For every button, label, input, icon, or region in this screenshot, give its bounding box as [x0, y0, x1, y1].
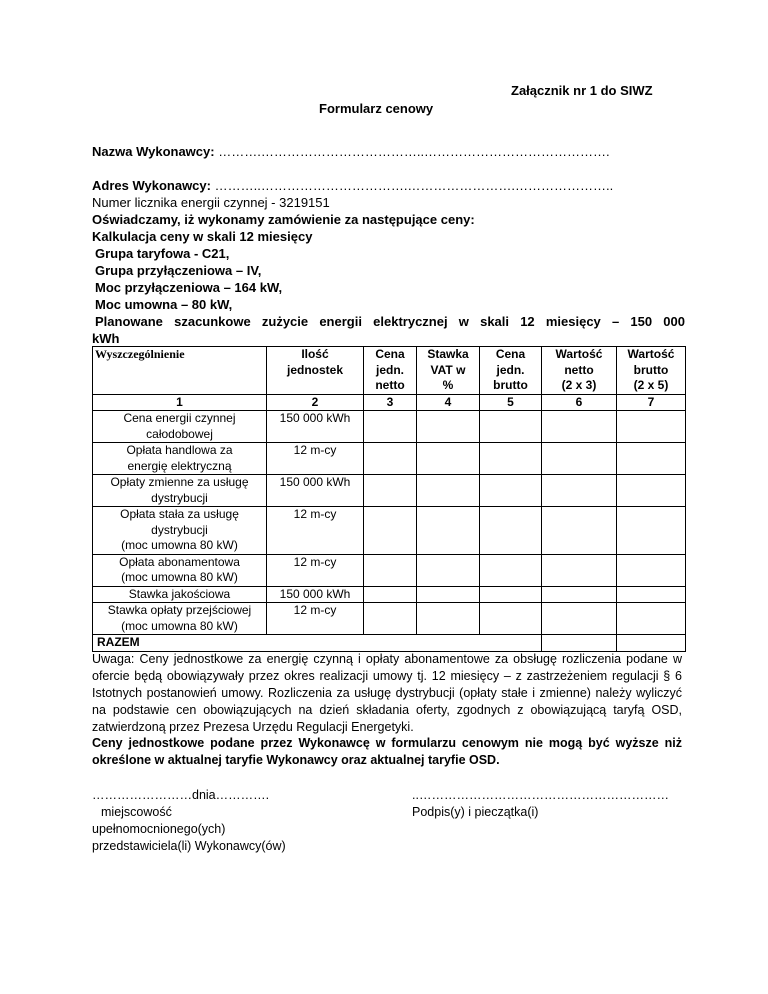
table-row: [93, 443, 686, 475]
table-row: [93, 586, 686, 603]
declaration: Oświadczamy, iż wykonamy zamówienie za następujące ceny:: [92, 212, 475, 227]
cell-vat[interactable]: [417, 411, 480, 443]
meter-number: Numer licznika energii czynnej - 3219151: [92, 195, 330, 210]
total-label: RAZEM: [93, 635, 542, 652]
row-name: Opłata abonamentowa (moc umowna 80 kW): [93, 554, 267, 586]
calculation-heading: Kalkulacja ceny w skali 12 miesięcy: [92, 229, 313, 244]
header-quantity: Ilość jednostek: [267, 347, 364, 395]
authorized-label-2: przedstawiciela(li) Wykonawcy(ów): [92, 839, 286, 853]
contractor-name-field[interactable]: ……….………………………………..…………………………………….: [218, 144, 610, 159]
header-gross-value: Wartość brutto (2 x 5): [617, 347, 686, 395]
table-row: [93, 411, 686, 443]
cell-gross-value[interactable]: [617, 554, 686, 586]
cell-unit-net[interactable]: [364, 507, 417, 555]
planned-usage-line2: kWh: [92, 331, 120, 346]
planned-usage-line1: Planowane szacunkowe zużycie energii elektrycznej w skali 12 miesięcy – 150 000: [95, 314, 685, 329]
contractor-name-label: Nazwa Wykonawcy:: [92, 144, 215, 159]
row-quantity: 12 m-cy: [267, 507, 364, 555]
col-number: 7: [617, 394, 686, 411]
cell-unit-net[interactable]: [364, 411, 417, 443]
authorized-label-1: upełnomocnionego(ych): [92, 822, 226, 836]
cell-total-gross[interactable]: [617, 635, 686, 652]
cell-net-value[interactable]: [542, 507, 617, 555]
col-number: 5: [480, 394, 542, 411]
row-quantity: 150 000 kWh: [267, 586, 364, 603]
header-specification: Wyszczególnienie: [93, 347, 267, 395]
cell-unit-gross[interactable]: [480, 554, 542, 586]
cell-vat[interactable]: [417, 507, 480, 555]
row-quantity: 12 m-cy: [267, 554, 364, 586]
header-unit-net-price: Cena jedn. netto: [364, 347, 417, 395]
cell-unit-gross[interactable]: [480, 443, 542, 475]
cell-net-value[interactable]: [542, 603, 617, 635]
cell-vat[interactable]: [417, 586, 480, 603]
signature-field[interactable]: ..……………………………………………………: [412, 788, 669, 802]
row-name: Stawka jakościowa: [93, 586, 267, 603]
cell-unit-net[interactable]: [364, 443, 417, 475]
price-table: [92, 346, 686, 652]
row-quantity: 150 000 kWh: [267, 411, 364, 443]
table-row: [93, 475, 686, 507]
table-row: [93, 507, 686, 555]
contract-power: Moc umowna – 80 kW,: [95, 297, 233, 312]
table-total-row: [93, 635, 686, 652]
cell-total-net[interactable]: [542, 635, 617, 652]
row-name: Stawka opłaty przejściowej (moc umowna 80 kW): [93, 603, 267, 635]
cell-vat[interactable]: [417, 443, 480, 475]
col-number: 2: [267, 394, 364, 411]
col-number: 6: [542, 394, 617, 411]
attachment-label: Załącznik nr 1 do SIWZ: [511, 83, 653, 98]
cell-unit-net[interactable]: [364, 603, 417, 635]
contractor-name-line: [92, 143, 610, 160]
cell-unit-net[interactable]: [364, 586, 417, 603]
header-vat-rate: Stawka VAT w %: [417, 347, 480, 395]
note-paragraph: Uwaga: Ceny jednostkowe za energię czynną i opłaty abonamentowe za obsługę rozliczenia podane w ofercie będą obowiązywały przez okres realizacji umowy tj. 12 miesięcy – z zastrzeżeniem regulacji § 6 Istotnych postanowień umowy. Rozliczenia za usługę dystrybucji (opłaty stałe i zmienne) należy wyliczyć na podstawie cen obowiązujących na dzień składania oferty, zgodnych z obowiązującą taryfą OSD, zatwierdzoną przez Prezesa Urzędu Regulacji Energetyki.: [92, 652, 682, 734]
col-number: 1: [93, 394, 267, 411]
cell-unit-gross[interactable]: [480, 475, 542, 507]
cell-unit-net[interactable]: [364, 554, 417, 586]
cell-unit-gross[interactable]: [480, 507, 542, 555]
table-header-row: [93, 347, 686, 395]
row-quantity: 150 000 kWh: [267, 475, 364, 507]
contractor-address-field[interactable]: ………..…………………………….…………………….…………………..: [214, 178, 614, 193]
place-label: miejscowość: [101, 805, 172, 819]
cell-unit-gross[interactable]: [480, 411, 542, 443]
cell-unit-gross[interactable]: [480, 586, 542, 603]
bold-note-paragraph: Ceny jednostkowe podane przez Wykonawcę w formularzu cenowym nie mogą być wyższe niż określone w aktualnej taryfie Wykonawcy oraz aktualnej taryfie OSD.: [92, 736, 682, 767]
cell-vat[interactable]: [417, 475, 480, 507]
row-name: Cena energii czynnej całodobowej: [93, 411, 267, 443]
connection-group: Grupa przyłączeniowa – IV,: [95, 263, 262, 278]
table-row: [93, 554, 686, 586]
row-name: Opłata stała za usługę dystrybucji (moc umowna 80 kW): [93, 507, 267, 555]
cell-gross-value[interactable]: [617, 586, 686, 603]
row-name: Opłata handlowa za energię elektryczną: [93, 443, 267, 475]
form-title: Formularz cenowy: [319, 101, 434, 116]
row-name: Opłaty zmienne za usługę dystrybucji: [93, 475, 267, 507]
cell-net-value[interactable]: [542, 443, 617, 475]
cell-gross-value[interactable]: [617, 507, 686, 555]
header-net-value: Wartość netto (2 x 3): [542, 347, 617, 395]
contractor-address-line: [92, 177, 613, 194]
row-quantity: 12 m-cy: [267, 443, 364, 475]
col-number: 4: [417, 394, 480, 411]
cell-net-value[interactable]: [542, 475, 617, 507]
contractor-address-label: Adres Wykonawcy:: [92, 178, 211, 193]
cell-vat[interactable]: [417, 603, 480, 635]
header-unit-gross-price: Cena jedn. brutto: [480, 347, 542, 395]
place-date-field[interactable]: ……………………dnia………….: [92, 788, 270, 802]
cell-unit-gross[interactable]: [480, 603, 542, 635]
cell-unit-net[interactable]: [364, 475, 417, 507]
tariff-group: Grupa taryfowa - C21,: [95, 246, 230, 261]
cell-gross-value[interactable]: [617, 443, 686, 475]
cell-net-value[interactable]: [542, 554, 617, 586]
row-quantity: 12 m-cy: [267, 603, 364, 635]
signature-label: Podpis(y) i pieczątka(i): [412, 805, 539, 819]
table-row: [93, 603, 686, 635]
cell-net-value[interactable]: [542, 586, 617, 603]
cell-gross-value[interactable]: [617, 411, 686, 443]
connection-power: Moc przyłączeniowa – 164 kW,: [95, 280, 283, 295]
cell-gross-value[interactable]: [617, 475, 686, 507]
col-number: 3: [364, 394, 417, 411]
table-number-row: [93, 394, 686, 411]
cell-vat[interactable]: [417, 554, 480, 586]
cell-net-value[interactable]: [542, 411, 617, 443]
cell-gross-value[interactable]: [617, 603, 686, 635]
